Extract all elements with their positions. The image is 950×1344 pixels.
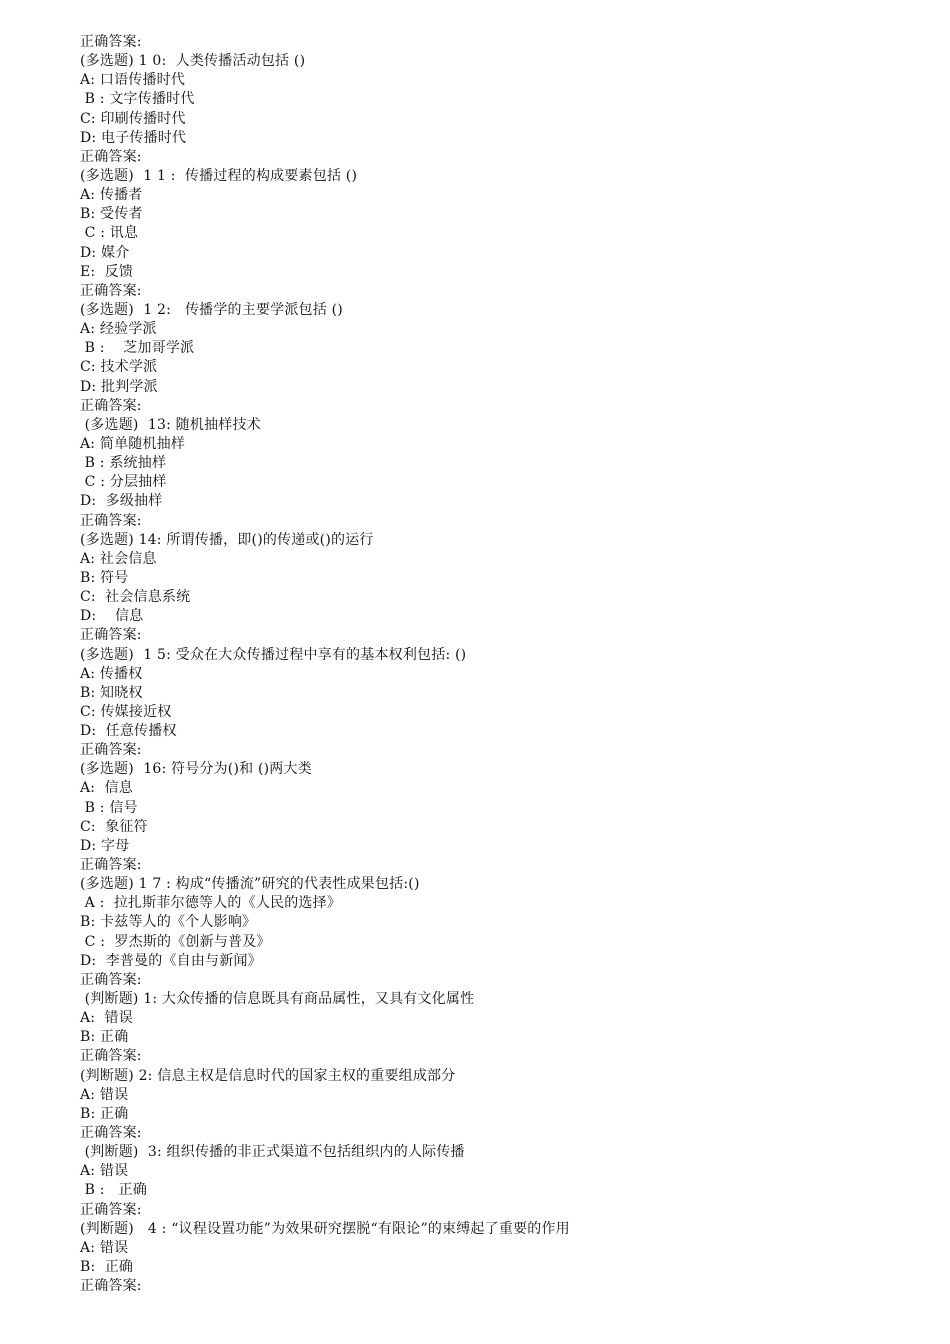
answer-option: B : 系统抽样: [80, 455, 167, 472]
answer-option: D: 李普曼的《自由与新闻》: [80, 952, 262, 969]
question-title: (多选题) 16: 符号分为()和 ()两大类: [80, 761, 312, 778]
answer-option: A: 错误: [80, 1010, 133, 1027]
answer-option: C: 印刷传播时代: [80, 110, 186, 127]
answer-option: B: 正确: [80, 1105, 129, 1122]
answer-label: 正确答案:: [80, 1125, 142, 1142]
answer-option: D: 多级抽样: [80, 493, 163, 510]
answer-option: D: 任意传播权: [80, 723, 177, 740]
answer-option: A: 社会信息: [80, 550, 157, 567]
answer-option: A: 传播权: [80, 665, 143, 682]
document-body: [80, 33, 920, 1296]
answer-option: B : 信号: [80, 799, 138, 816]
answer-option: B: 正确: [80, 1029, 129, 1046]
answer-label: 正确答案:: [80, 1278, 142, 1295]
answer-option: B: 知晓权: [80, 684, 143, 701]
answer-option: C: 象征符: [80, 818, 148, 835]
answer-option: A: 经验学派: [80, 321, 157, 338]
answer-option: A: 传播者: [80, 187, 143, 204]
question-title: (多选题) 1 5: 受众在大众传播过程中享有的基本权利包括: (): [80, 646, 467, 663]
answer-option: A : 拉扎斯菲尔德等人的《人民的选择》: [80, 895, 342, 912]
answer-option: C: 传媒接近权: [80, 703, 172, 720]
question-title: (多选题) 1 7 : 构成“传播流”研究的代表性成果包括:(): [80, 876, 420, 893]
answer-label: 正确答案:: [80, 971, 142, 988]
question-title: (多选题) 1 0: 人类传播活动包括 (): [80, 53, 306, 70]
answer-label: 正确答案:: [80, 742, 142, 759]
answer-option: A: 简单随机抽样: [80, 435, 186, 452]
answer-label: 正确答案:: [80, 1201, 142, 1218]
answer-option: B : 芝加哥学派: [80, 340, 195, 357]
answer-option: D: 字母: [80, 837, 130, 854]
answer-option: B : 文字传播时代: [80, 91, 195, 108]
answer-option: D: 批判学派: [80, 378, 158, 395]
question-title: (多选题) 14: 所谓传播，即()的传递或()的运行: [80, 531, 374, 548]
answer-label: 正确答案:: [80, 282, 142, 299]
question-title: (判断题) 4 : “议程设置功能”为效果研究摆脱“有限论”的束缚起了重要的作用: [80, 1220, 570, 1237]
answer-option: C : 分层抽样: [80, 474, 167, 491]
answer-label: 正确答案:: [80, 34, 142, 50]
answer-option: B: 卡兹等人的《个人影响》: [80, 914, 257, 931]
question-title: (判断题) 2: 信息主权是信息时代的国家主权的重要组成部分: [80, 1067, 456, 1084]
answer-option: A: 信息: [80, 780, 133, 797]
answer-option: C : 讯息: [80, 225, 139, 242]
answer-label: 正确答案:: [80, 1048, 142, 1065]
answer-label: 正确答案:: [80, 397, 142, 414]
answer-option: A: 错误: [80, 1239, 129, 1256]
answer-option: C: 社会信息系统: [80, 589, 191, 606]
answer-option: D: 信息: [80, 608, 144, 625]
question-title: (判断题) 3: 组织传播的非正式渠道不包括组织内的人际传播: [80, 1144, 465, 1161]
answer-option: D: 媒介: [80, 244, 130, 261]
question-title: (多选题) 1 1 : 传播过程的构成要素包括 (): [80, 167, 358, 184]
answer-option: C: 技术学派: [80, 359, 158, 376]
answer-option: A: 错误: [80, 1086, 129, 1103]
answer-option: B: 符号: [80, 569, 129, 586]
answer-option: A: 错误: [80, 1163, 129, 1180]
answer-option: B: 正确: [80, 1259, 134, 1275]
answer-option: B: 受传者: [80, 206, 143, 223]
answer-option: E: 反馈: [80, 263, 134, 280]
answer-option: B : 正确: [80, 1182, 148, 1199]
question-title: (多选题) 1 2: 传播学的主要学派包括 (): [80, 301, 343, 318]
answer-label: 正确答案:: [80, 627, 142, 644]
question-title: (多选题) 13: 随机抽样技术: [80, 416, 261, 433]
answer-option: C : 罗杰斯的《创新与普及》: [80, 933, 271, 950]
answer-label: 正确答案:: [80, 857, 142, 874]
answer-option: D: 电子传播时代: [80, 129, 187, 146]
answer-option: A: 口语传播时代: [80, 72, 186, 89]
answer-label: 正确答案:: [80, 512, 142, 529]
answer-label: 正确答案:: [80, 148, 142, 165]
question-title: (判断题) 1: 大众传播的信息既具有商品属性，又具有文化属性: [80, 991, 475, 1008]
